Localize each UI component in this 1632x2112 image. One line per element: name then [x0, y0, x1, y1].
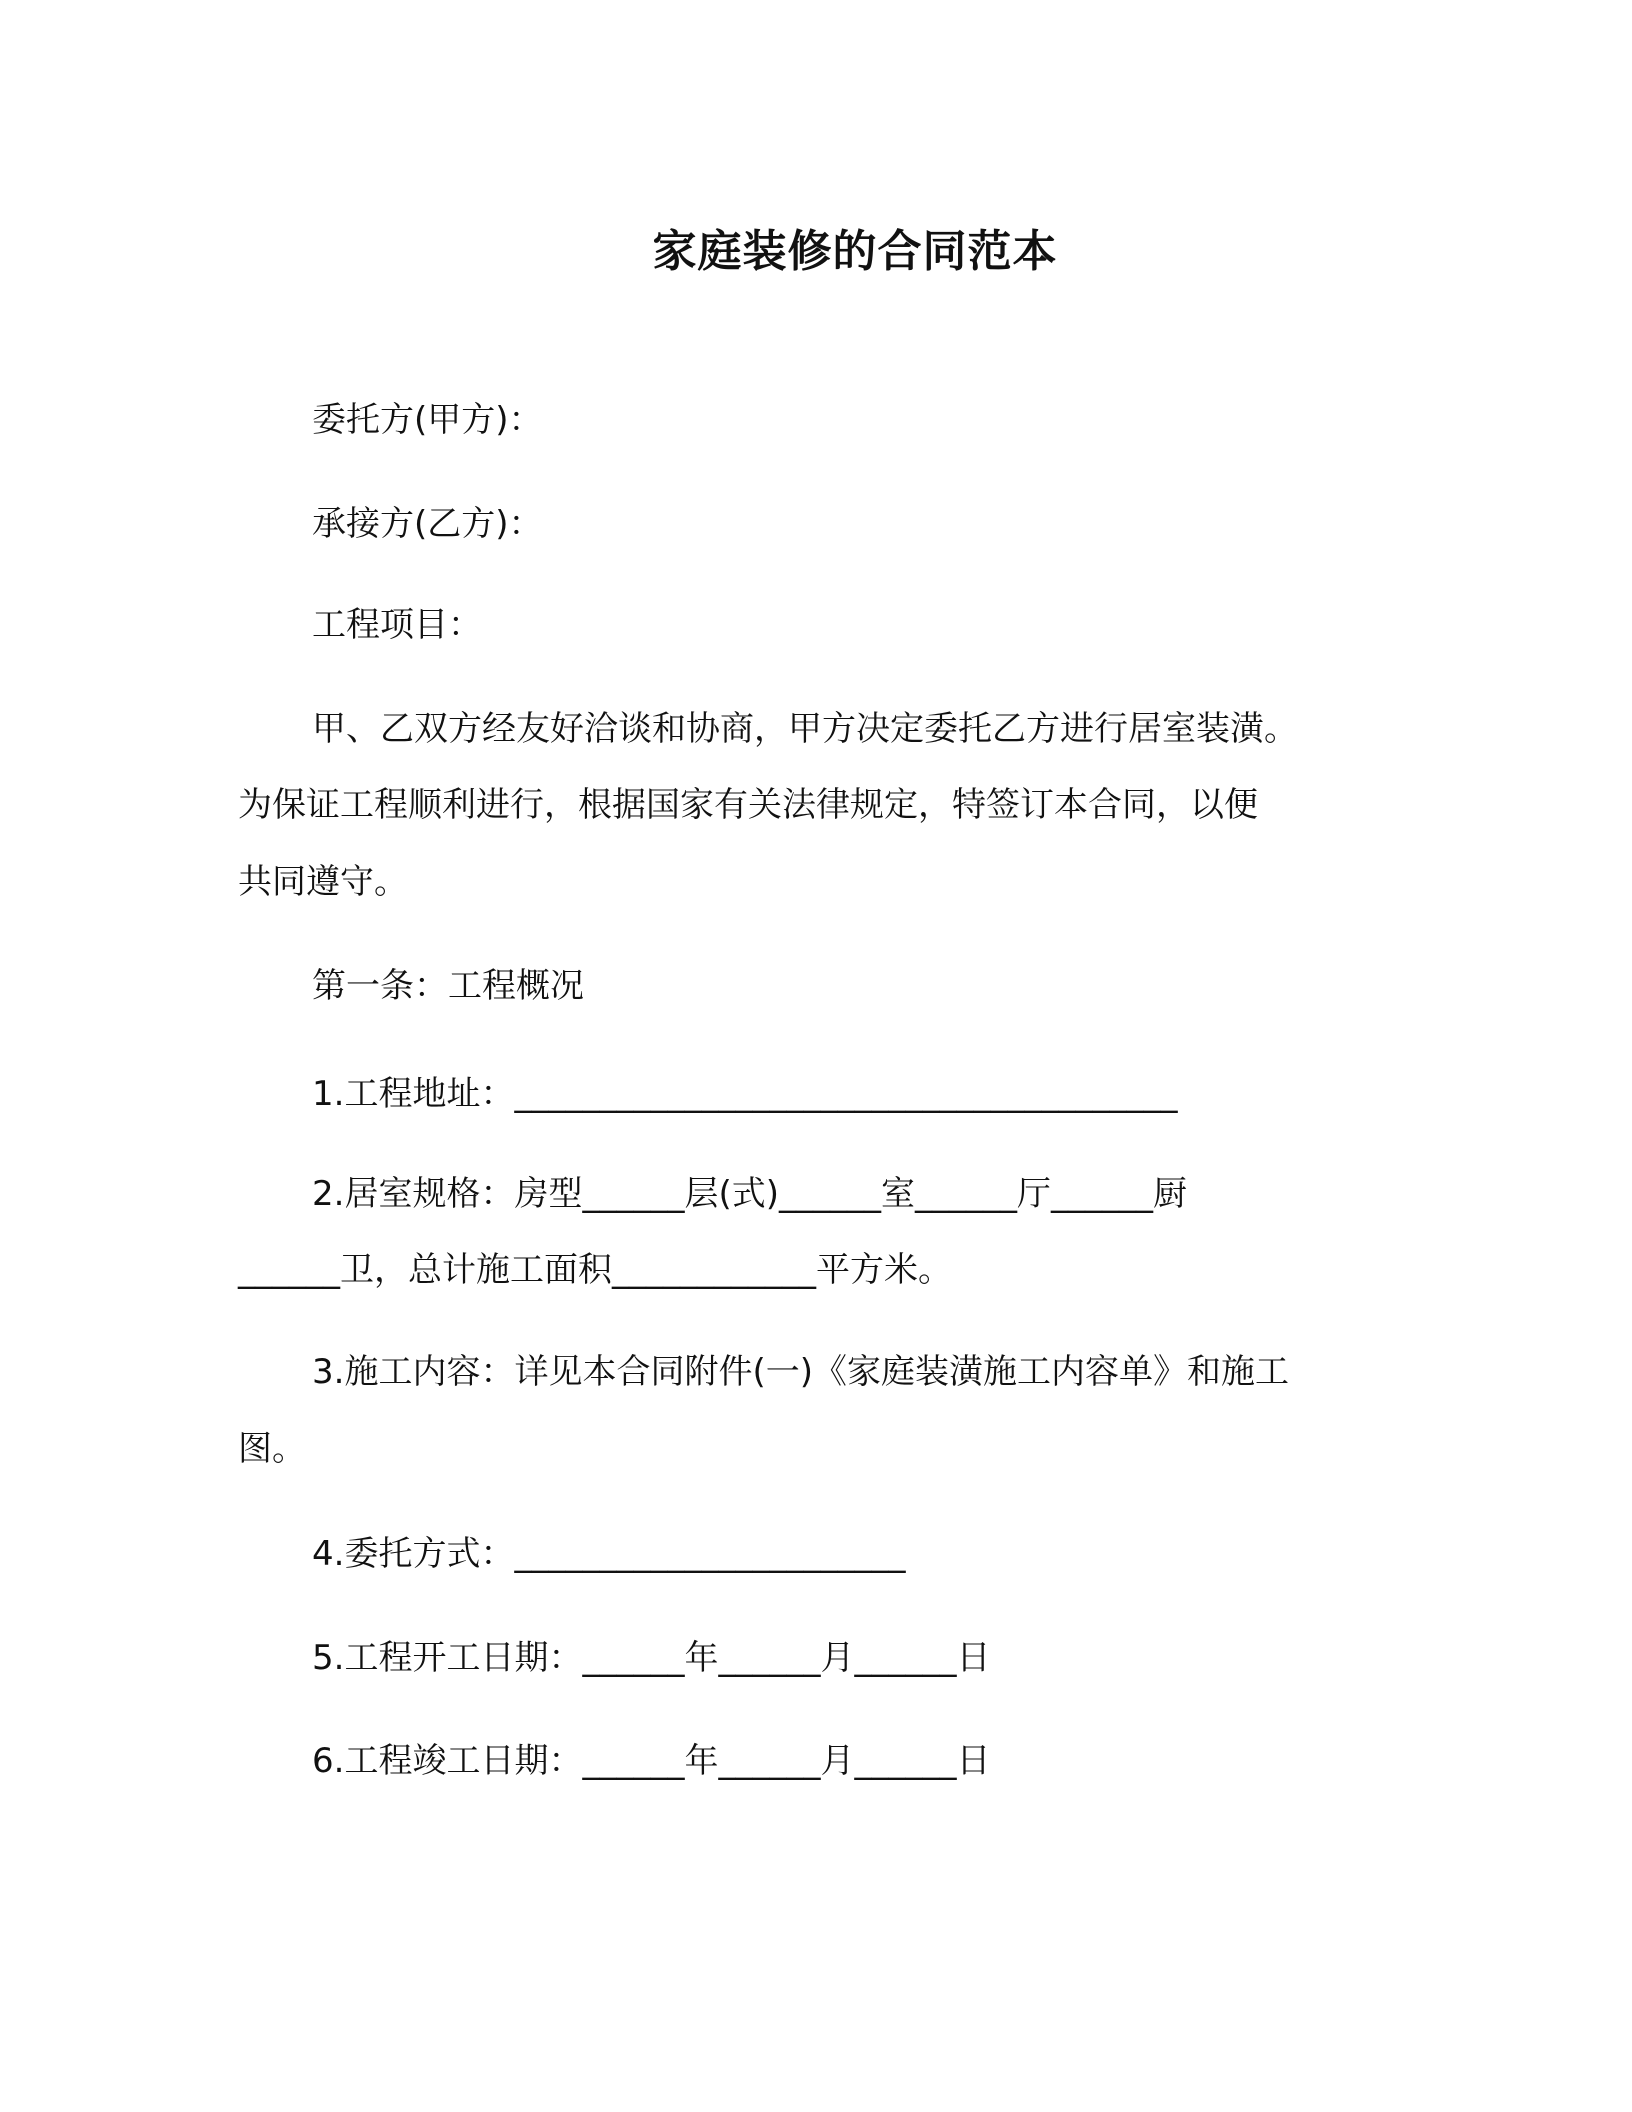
article-one-heading: 第一条：工程概况: [312, 966, 584, 1006]
item-6-end-date: 6.工程竣工日期：______年______月______日: [312, 1741, 991, 1781]
project-line: 工程项目：: [312, 605, 482, 645]
item-3-content-line-2: 图。: [238, 1429, 306, 1469]
item-2-spec-line-2: ______卫，总计施工面积____________平方米。: [238, 1250, 952, 1290]
item-4-method: 4.委托方式：_______________________: [312, 1534, 906, 1574]
item-5-start-date: 5.工程开工日期：______年______月______日: [312, 1638, 991, 1678]
item-1-address: 1.工程地址：_______________________________________: [312, 1074, 1178, 1114]
intro-paragraph-line-3: 共同遵守。: [238, 862, 408, 902]
page-title: 家庭装修的合同范本: [652, 226, 1058, 277]
party-b-line: 承接方(乙方)：: [312, 504, 543, 544]
party-a-line: 委托方(甲方)：: [312, 400, 543, 440]
item-2-spec-line-1: 2.居室规格：房型______层(式)______室______厅______厨: [312, 1174, 1187, 1214]
item-3-content-line-1: 3.施工内容：详见本合同附件(一)《家庭装潢施工内容单》和施工: [312, 1352, 1289, 1392]
intro-paragraph-line-2: 为保证工程顺利进行，根据国家有关法律规定，特签订本合同，以便: [238, 785, 1258, 825]
intro-paragraph-line-1: 甲、乙双方经友好洽谈和协商，甲方决定委托乙方进行居室装潢。: [312, 709, 1298, 749]
